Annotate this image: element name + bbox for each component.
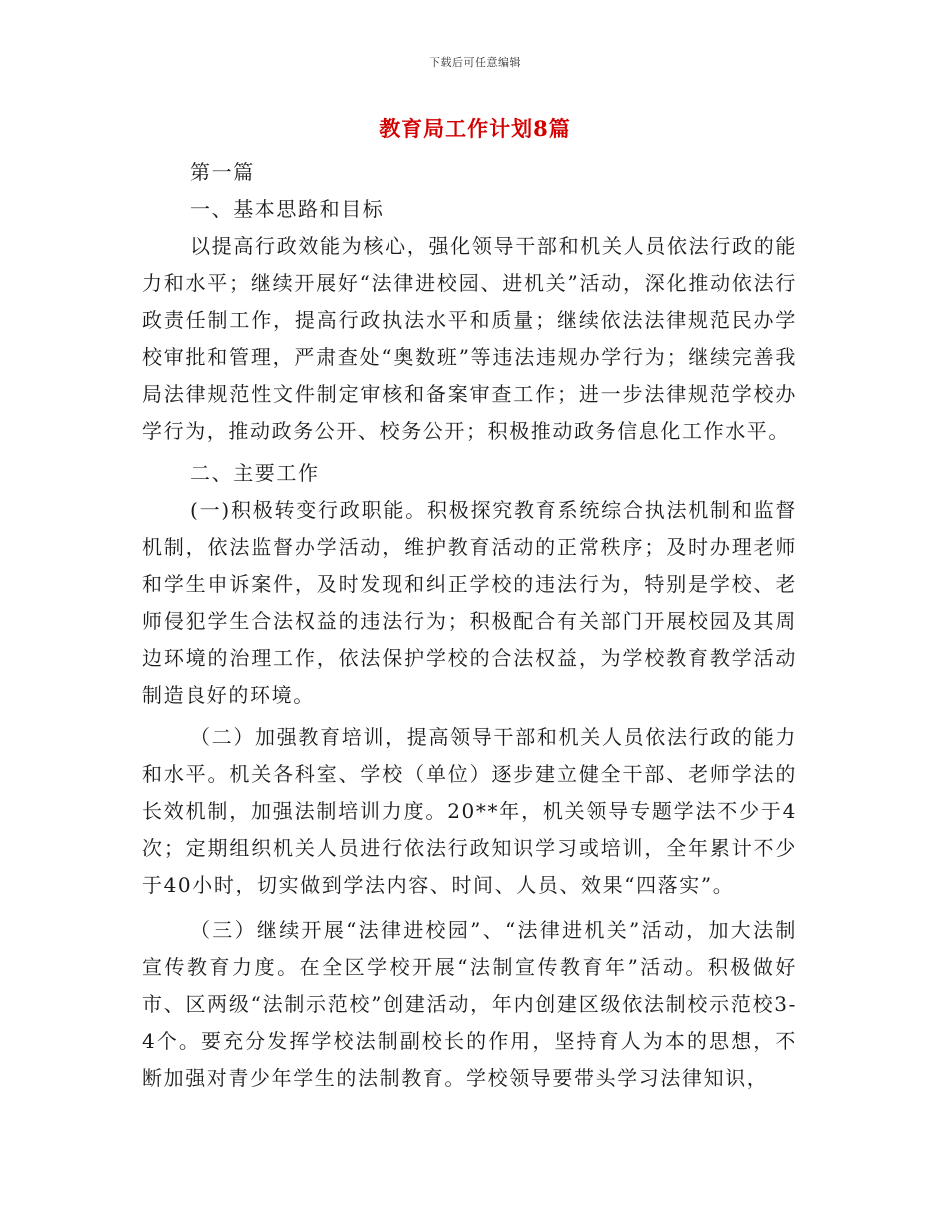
paragraph-work-item-1: (一)积极转变行政职能。积极探究教育系统综合执法机制和监督机制，依法监督办学活动，维护教育活动的正常秩序；及时办理老师和学生申诉案件，及时发现和纠正学校的违法行为，特别是学校、老师侵犯学生合法权益的违法行为；积极配合有关部门开展校园及其周边环境的治理工作，依法保护学校的合法权益，为学校教育教学活动制造良好的环境。 [142, 498, 797, 707]
paragraph-work-item-3: （三）继续开展“法律进校园”、“法律进机关”活动，加大法制宣传教育力度。在全区学校开展“法制宣传教育年”活动。积极做好市、区两级“法制示范校”创建活动，年内创建区级依法制校示范校3-4个。要充分发挥学校法制副校长的作用，坚持育人为本的思想，不断加强对青少年学生的法制教育。学校领导要带头学习法律知识， [142, 918, 797, 1090]
paragraph-work-item-2: （二）加强教育培训，提高领导干部和机关人员依法行政的能力和水平。机关各科室、学校（单位）逐步建立健全干部、老师学法的长效机制，加强法制培训力度。20**年，机关领导专题学法不少于4次；定期组织机关人员进行依法行政知识学习或培训，全年累计不少于40小时，切实做到学法内容、时间、人员、效果“四落实”。 [142, 725, 797, 897]
section-heading-part-one: 第一篇 [190, 160, 255, 184]
section-heading-ideas-goals: 一、基本思路和目标 [190, 197, 385, 221]
paragraph-ideas-goals: 以提高行政效能为核心，强化领导干部和机关人员依法行政的能力和水平；继续开展好“法律进校园、进机关”活动，深化推动依法行政责任制工作，提高行政执法水平和质量；继续依法法律规范民办学校审批和管理，严肃查处“奥数班”等违法违规办学行为；继续完善我局法律规范性文件制定审核和备案审查工作；进一步法律规范学校办学行为，推动政务公开、校务公开；积极推动政务信息化工作水平。 [142, 234, 797, 443]
page-header-note: 下载后可任意编辑 [429, 56, 521, 69]
document-body [142, 154, 797, 1097]
section-heading-main-work: 二、主要工作 [190, 461, 320, 485]
document-title: 教育局工作计划8篇 [379, 116, 571, 141]
